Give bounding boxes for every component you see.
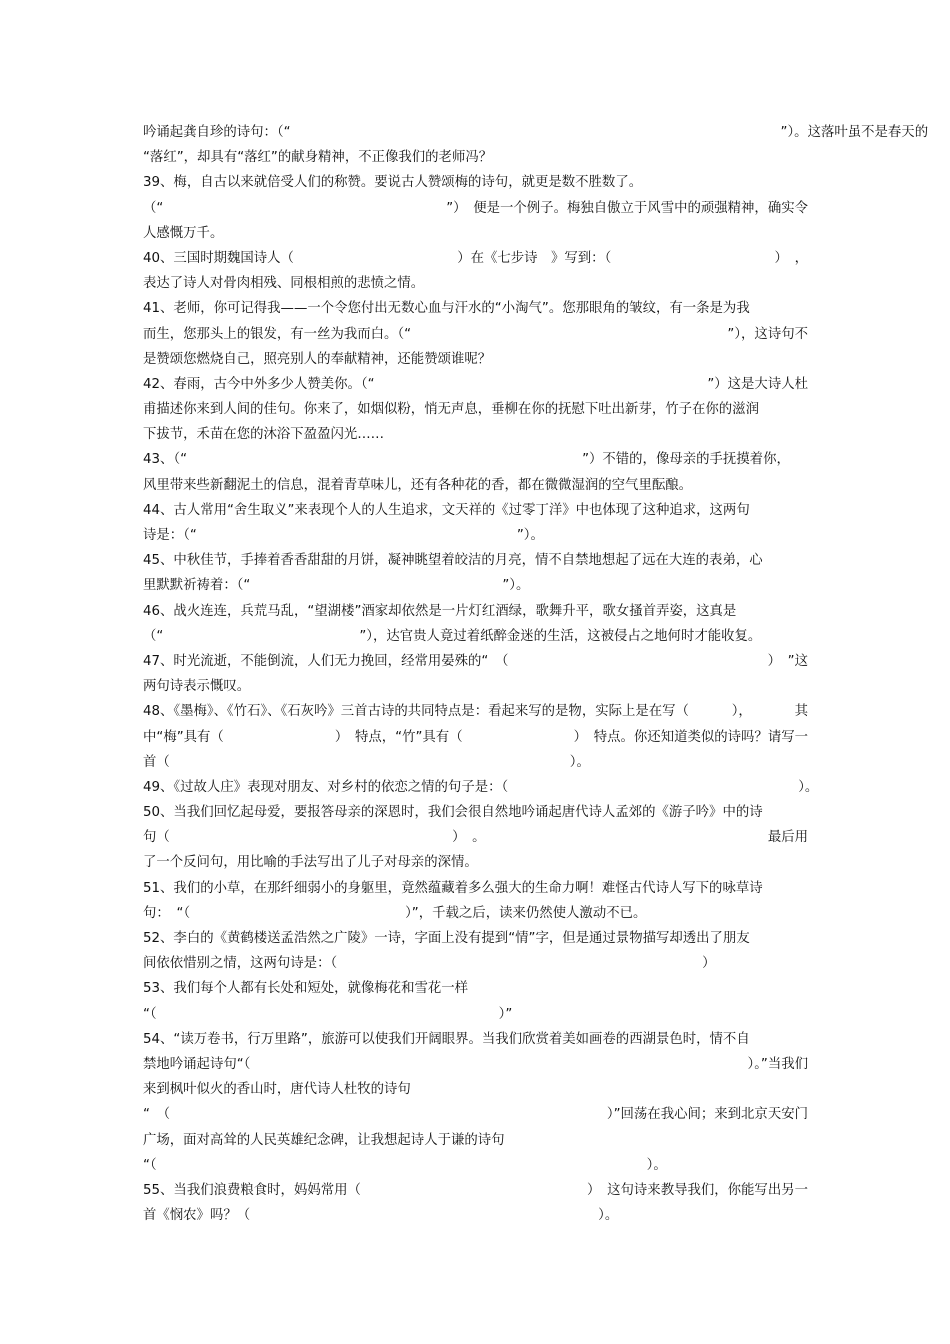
text-segment: ） bbox=[702, 956, 716, 972]
worksheet-page bbox=[143, 120, 929, 1228]
text-segment: ）， bbox=[731, 704, 752, 720]
text-segment: 吟诵起龚自珍的诗句：（“ bbox=[143, 125, 291, 140]
text-line bbox=[143, 850, 808, 875]
text-segment: 48、《墨梅》、《竹石》、《石灰吟》三首古诗的共同特点是：看起来写的是物，实际上是在写（ bbox=[143, 704, 689, 720]
text-segment: 诗是：（“ bbox=[143, 528, 197, 543]
text-line bbox=[143, 170, 808, 195]
text-line bbox=[143, 976, 808, 1001]
text-segment: ）。 bbox=[569, 754, 590, 770]
text-segment: ） ”这 bbox=[767, 653, 808, 669]
text-segment: 表达了诗人对骨肉相残、同根相煎的悲愤之情。 bbox=[143, 276, 425, 292]
text-segment: ） 这句诗来教导我们，你能写出另一 bbox=[587, 1182, 808, 1198]
text-line bbox=[143, 825, 808, 850]
text-segment: 禁地吟诵起诗句“（ bbox=[143, 1056, 251, 1072]
text-line bbox=[143, 347, 808, 372]
text-segment: 45、中秋佳节，手捧着香香甜甜的月饼，凝神眺望着皎洁的月亮，情不自禁地想起了远在大连的表弟，心 bbox=[143, 553, 763, 569]
text-segment: 首《悯农》吗？（ bbox=[143, 1208, 251, 1224]
text-line bbox=[143, 271, 808, 296]
text-segment: 42、春雨，古今中外多少人赞美你。（“ bbox=[143, 376, 375, 392]
text-segment: 来到枫叶似火的香山时，唐代诗人杜牧的诗句 bbox=[143, 1082, 411, 1098]
text-segment: 52、李白的《黄鹤楼送孟浩然之广陵》一诗，字面上没有提到“情”字，但是通过景物描写却透出了朋友 bbox=[143, 931, 750, 946]
text-segment: ”）。这落叶虽不是春天的 bbox=[780, 125, 929, 140]
text-line bbox=[143, 1052, 808, 1077]
text-segment: ） 。 bbox=[452, 830, 486, 846]
text-segment: ）在《七步诗 》写到：（ bbox=[457, 250, 612, 266]
text-segment: ”）不错的，像母亲的手抚摸着你， bbox=[582, 452, 790, 468]
text-segment: ）。”当我们 bbox=[747, 1056, 808, 1072]
text-segment: ） 特点。你还知道类似的诗吗？请写一 bbox=[573, 729, 808, 745]
text-line bbox=[143, 624, 808, 649]
text-segment: 里默默祈祷着：（“ bbox=[143, 578, 251, 594]
text-line bbox=[143, 1027, 808, 1052]
text-segment: ）。 bbox=[646, 1157, 667, 1173]
text-line bbox=[143, 725, 808, 750]
text-line bbox=[143, 473, 808, 498]
text-line bbox=[143, 145, 808, 170]
text-segment: 是赞颂您燃烧自己，照亮别人的奉献精神，还能赞颂谁呢？ bbox=[143, 351, 492, 367]
text-line bbox=[143, 926, 808, 951]
text-segment: ）。 bbox=[798, 779, 819, 795]
text-segment: 人感慨万千。 bbox=[143, 225, 224, 241]
text-segment: “落红”，却具有“落红”的献身精神，不正像我们的老师冯？ bbox=[143, 150, 493, 166]
text-line bbox=[143, 422, 808, 447]
text-line bbox=[143, 196, 808, 221]
text-segment: “（ bbox=[143, 1157, 157, 1173]
text-segment: ）”回荡在我心间；来到北京天安门 bbox=[606, 1107, 808, 1123]
text-line bbox=[143, 1153, 808, 1178]
text-segment: 句： “（ bbox=[143, 905, 191, 921]
text-segment: 50、当我们回忆起母爱，要报答母亲的深恩时，我们会很自然地吟诵起唐代诗人孟郊的《游子吟》中的诗 bbox=[143, 805, 763, 821]
text-segment: 44、古人常用“舍生取义”来表现个人的人生追求，文天祥的《过零丁洋》中也体现了这种追求，这两句 bbox=[143, 502, 750, 518]
text-segment: ”） 便是一个例子。梅独自傲立于风雪中的顽强精神，确实令 bbox=[446, 200, 808, 216]
text-line bbox=[143, 1102, 808, 1127]
text-line bbox=[143, 246, 808, 271]
text-line bbox=[143, 447, 808, 472]
text-segment: 甫描述你来到人间的佳句。你来了，如烟似粉，悄无声息，垂柳在你的抚慰下吐出新芽，竹子在你的滋润 bbox=[143, 402, 759, 418]
text-line bbox=[143, 674, 808, 699]
text-segment: 首（ bbox=[143, 754, 170, 770]
text-line bbox=[143, 548, 808, 573]
text-segment: 54、“读万卷书，行万里路”，旅游可以使我们开阔眼界。当我们欣赏着美如画卷的西湖景色时，情不自 bbox=[143, 1031, 750, 1047]
text-segment: 55、当我们浪费粮食时，妈妈常用（ bbox=[143, 1182, 361, 1198]
text-line bbox=[143, 951, 808, 976]
text-segment: 46、战火连连，兵荒马乱，“望湖楼”酒家却依然是一片灯红酒绿，歌舞升平，歌女搔首弄姿，这真是 bbox=[143, 603, 737, 619]
text-segment: 中“梅”具有（ bbox=[143, 729, 224, 745]
text-segment: 而生，您那头上的银发，有一丝为我而白。（“ bbox=[143, 326, 412, 342]
text-line bbox=[143, 372, 808, 397]
text-segment: 40、三国时期魏国诗人（ bbox=[143, 250, 294, 266]
text-line bbox=[143, 876, 808, 901]
text-segment: “ （ bbox=[143, 1107, 171, 1123]
text-segment: ”），这诗句不 bbox=[727, 326, 808, 342]
text-segment: ） 特点，“竹”具有（ bbox=[334, 729, 463, 745]
text-line bbox=[143, 901, 808, 926]
text-line bbox=[143, 1178, 808, 1203]
text-segment: 47、时光流逝，不能倒流，人们无力挽回，经常用晏殊的“ （ bbox=[143, 653, 509, 669]
text-line bbox=[143, 800, 808, 825]
text-segment: 广场，面对高耸的人民英雄纪念碑，让我想起诗人于谦的诗句 bbox=[143, 1132, 505, 1148]
text-line bbox=[143, 1203, 808, 1228]
text-segment: 49、《过故人庄》表现对朋友、对乡村的依恋之情的句子是：（ bbox=[143, 779, 509, 795]
text-segment: 53、我们每个人都有长处和短处，就像梅花和雪花一样 bbox=[143, 981, 469, 997]
text-line bbox=[143, 322, 808, 347]
text-segment: （“ bbox=[143, 200, 164, 216]
text-segment: 41、老师，你可记得我——一个令您付出无数心血与汗水的“小淘气”。您那眼角的皱纹，有一条是为我 bbox=[143, 301, 750, 317]
text-segment: ”）。 bbox=[516, 528, 544, 543]
text-segment: “（ bbox=[143, 1006, 157, 1022]
text-segment: 最后用 bbox=[767, 830, 808, 846]
text-segment: ）” bbox=[498, 1006, 513, 1022]
text-line bbox=[143, 1002, 808, 1027]
text-segment: ”）。 bbox=[502, 578, 530, 594]
text-line bbox=[143, 573, 808, 598]
text-segment: 其 bbox=[794, 704, 808, 720]
text-line bbox=[143, 523, 808, 548]
text-segment: 51、我们的小草，在那纤细弱小的身躯里，竟然蕴藏着多么强大的生命力啊！难怪古代诗人写下的咏草诗 bbox=[143, 880, 763, 896]
text-line bbox=[143, 1128, 808, 1153]
text-segment: 句（ bbox=[143, 830, 170, 846]
text-segment: ”），达官贵人竟过着纸醉金迷的生活，这被侵占之地何时才能收复。 bbox=[359, 628, 762, 644]
text-line bbox=[143, 498, 808, 523]
text-segment: 43、（“ bbox=[143, 452, 188, 468]
text-line bbox=[143, 750, 808, 775]
text-line bbox=[143, 296, 808, 321]
text-line bbox=[143, 1077, 808, 1102]
text-segment: （“ bbox=[143, 628, 164, 644]
text-segment: ”）这是大诗人杜 bbox=[707, 376, 808, 392]
text-segment: 39、梅，自古以来就倍受人们的称赞。要说古人赞颂梅的诗句，就更是数不胜数了。 bbox=[143, 175, 643, 191]
text-line bbox=[143, 397, 808, 422]
text-line bbox=[143, 649, 808, 674]
text-segment: ） ， bbox=[774, 250, 808, 266]
text-segment: 间依依惜别之情，这两句诗是：（ bbox=[143, 956, 338, 972]
text-segment: 两句诗表示慨叹。 bbox=[143, 679, 251, 695]
text-segment: ）。 bbox=[598, 1208, 619, 1224]
text-segment: 下拔节，禾苗在您的沐浴下盈盈闪光…… bbox=[143, 427, 385, 443]
text-line bbox=[143, 221, 808, 246]
text-line bbox=[143, 120, 929, 145]
text-line bbox=[143, 775, 819, 800]
text-segment: ）”，千载之后，读来仍然使人激动不已。 bbox=[405, 905, 647, 921]
text-line bbox=[143, 699, 808, 724]
text-line bbox=[143, 599, 808, 624]
text-segment: 了一个反问句，用比喻的手法写出了儿子对母亲的深情。 bbox=[143, 855, 478, 871]
text-segment: 风里带来些新翻泥土的信息，混着青草味儿，还有各种花的香，都在微微湿润的空气里酝酿。 bbox=[143, 477, 693, 493]
